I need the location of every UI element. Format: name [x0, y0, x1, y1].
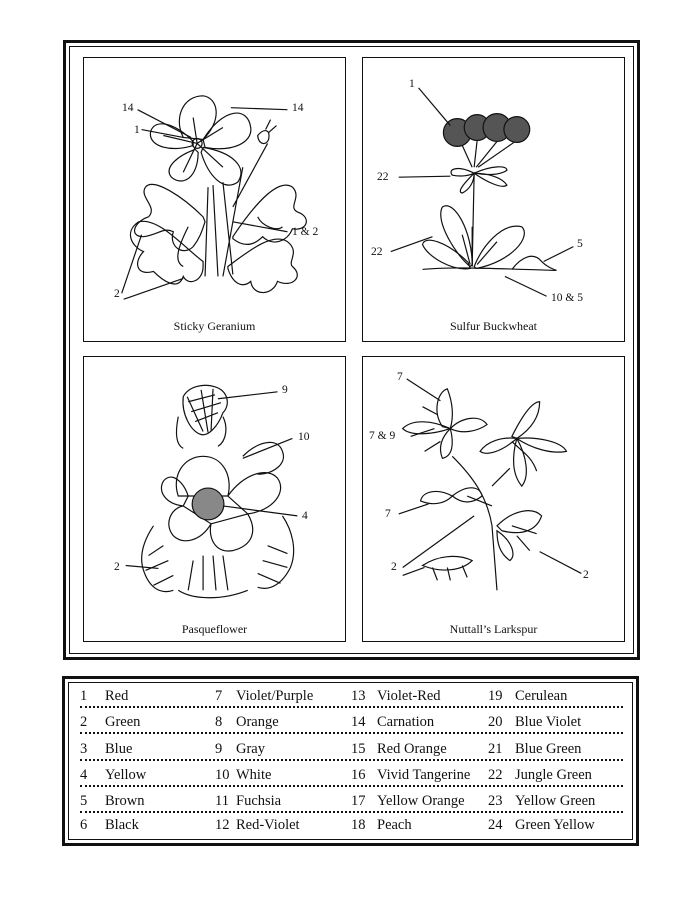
dotted-rule	[80, 732, 623, 734]
legend-number: 23	[488, 793, 503, 809]
callout-label: 10	[298, 431, 310, 443]
callout-label: 2	[391, 561, 397, 573]
legend-entry	[351, 714, 435, 731]
legend-color: Black	[105, 817, 139, 833]
legend-color: Blue Green	[515, 741, 582, 757]
legend-entry	[351, 741, 447, 758]
legend-color: White	[236, 767, 272, 783]
legend-entry	[351, 688, 441, 705]
legend-number: 14	[351, 714, 366, 730]
legend-color: Red	[105, 688, 129, 704]
legend-entry	[215, 817, 300, 834]
legend-color: Yellow	[105, 767, 147, 783]
nuttalls-larkspur-drawing	[363, 357, 624, 641]
legend-color: Peach	[377, 817, 412, 833]
legend-number: 5	[80, 793, 88, 809]
legend-entry	[488, 793, 596, 810]
legend-entry	[488, 714, 582, 731]
callout-label: 2	[583, 569, 589, 581]
legend-number: 21	[488, 741, 503, 757]
legend-entry	[351, 767, 471, 784]
legend-entry	[215, 688, 314, 705]
legend-number: 11	[215, 793, 229, 809]
legend-color: Blue	[105, 741, 133, 757]
callout-label: 2	[114, 561, 120, 573]
legend-entry	[215, 767, 272, 784]
pasqueflower-drawing	[84, 357, 345, 641]
legend-color: Red Orange	[377, 741, 447, 757]
callout-label: 5	[577, 238, 583, 250]
callout-label: 7	[397, 371, 403, 383]
legend-color: Yellow Green	[515, 793, 596, 809]
legend-number: 6	[80, 817, 88, 833]
legend-color: Carnation	[377, 714, 435, 730]
callout-label: 7	[385, 508, 391, 520]
legend-number: 4	[80, 767, 88, 783]
legend-entry	[351, 817, 412, 834]
callout-label: 9	[282, 384, 288, 396]
callout-label: 1 & 2	[292, 226, 319, 238]
legend-number: 19	[488, 688, 503, 704]
legend-number: 24	[488, 817, 503, 833]
legend-entry	[488, 741, 582, 758]
sulfur-buckwheat-drawing	[363, 58, 624, 341]
legend-row	[80, 787, 623, 813]
legend-number: 10	[215, 767, 230, 783]
legend-number: 13	[351, 688, 366, 704]
legend-number: 22	[488, 767, 503, 783]
callout-label: 2	[114, 288, 120, 300]
legend-color: Green Yellow	[515, 817, 595, 833]
legend-entry	[80, 741, 133, 758]
legend-color: Vivid Tangerine	[377, 767, 471, 783]
legend-entry	[80, 793, 145, 810]
callout-label: 22	[371, 246, 383, 258]
legend-number: 16	[351, 767, 366, 783]
legend-row	[80, 735, 623, 761]
legend-entry	[215, 741, 265, 758]
legend-color: Red-Violet	[236, 817, 300, 833]
legend-entry	[488, 817, 595, 834]
legend-number: 15	[351, 741, 366, 757]
callout-label: 22	[377, 171, 389, 183]
panel-caption: Pasqueflower	[181, 622, 248, 636]
callout-label: 14	[292, 102, 304, 114]
legend-color: Gray	[236, 741, 265, 757]
callout-label: 1	[409, 78, 415, 90]
legend-number: 1	[80, 688, 88, 704]
legend-number: 8	[215, 714, 223, 730]
callout-label: 1	[134, 124, 140, 136]
legend-entry	[80, 817, 139, 834]
legend-number: 2	[80, 714, 88, 730]
legend-color: Jungle Green	[515, 767, 592, 783]
legend-number: 12	[215, 817, 230, 833]
legend-number: 3	[80, 741, 88, 757]
sticky-geranium-drawing	[84, 58, 345, 341]
panel-caption: Nuttall’s Larkspur	[449, 622, 538, 636]
legend-color: Cerulean	[515, 688, 568, 704]
panel-pasqueflower	[83, 356, 346, 642]
legend-row	[80, 761, 623, 787]
legend-entry	[215, 793, 282, 810]
legend-color: Brown	[105, 793, 145, 809]
callout-label: 14	[122, 102, 134, 114]
legend-number: 17	[351, 793, 366, 809]
legend-row	[80, 682, 623, 708]
legend-number: 9	[215, 741, 223, 757]
callout-label: 10 & 5	[551, 292, 583, 304]
legend-color: Violet-Red	[377, 688, 441, 704]
legend-color: Blue Violet	[515, 714, 582, 730]
panel-caption: Sulfur Buckwheat	[450, 319, 537, 333]
callout-label: 4	[302, 510, 308, 522]
legend-number: 7	[215, 688, 223, 704]
panel-nuttalls-larkspur	[362, 356, 625, 642]
legend-entry	[488, 688, 568, 705]
legend-color: Green	[105, 714, 141, 730]
legend-entry	[488, 767, 592, 784]
callout-label: 7 & 9	[369, 430, 396, 442]
panel-sticky-geranium	[83, 57, 346, 342]
legend-color: Fuchsia	[236, 793, 282, 809]
panel-sulfur-buckwheat	[362, 57, 625, 342]
legend-entry	[80, 688, 129, 705]
panel-caption: Sticky Geranium	[173, 319, 256, 333]
legend-entry	[80, 714, 141, 731]
legend-color: Violet/Purple	[236, 688, 314, 704]
legend-number: 20	[488, 714, 503, 730]
legend-color: Orange	[236, 714, 279, 730]
legend-number: 18	[351, 817, 366, 833]
legend-entry	[215, 714, 279, 731]
legend-color: Yellow Orange	[377, 793, 465, 809]
legend-entry	[351, 793, 465, 810]
legend-row	[80, 708, 623, 734]
legend-entry	[80, 767, 147, 784]
legend-row	[80, 811, 623, 837]
